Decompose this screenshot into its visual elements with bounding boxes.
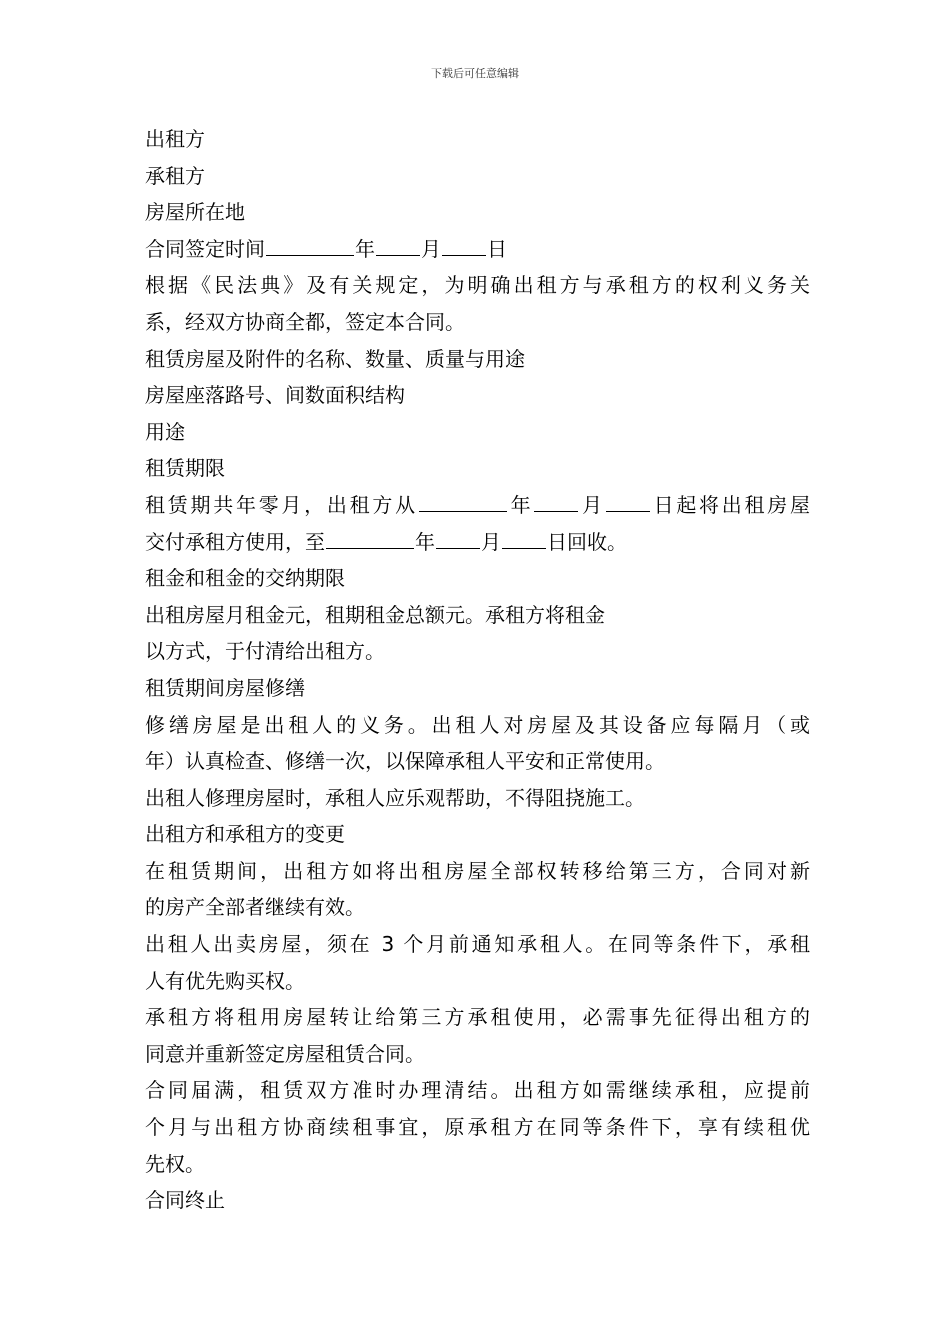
blank-day <box>606 493 650 512</box>
month-label: 月 <box>579 492 605 517</box>
paragraph-line: 出租人修理房屋时，承租人应乐观帮助，不得阻挠施工。 <box>145 785 645 810</box>
month-label: 月 <box>421 236 441 261</box>
paragraph-line: 出租人出卖房屋，须在 3 个月前通知承租人。在同等条件下，承租 <box>145 932 810 957</box>
year-label: 年 <box>415 529 435 554</box>
section-heading: 合同终止 <box>145 1188 225 1213</box>
day-label: 日 <box>487 236 507 261</box>
year-label: 年 <box>355 236 375 261</box>
paragraph-line: 系，经双方协商全都，签定本合同。 <box>145 309 465 334</box>
blank-month <box>436 530 480 549</box>
text-segment: 日回收。 <box>547 529 627 554</box>
blank-year <box>419 493 507 512</box>
paragraph-line: 在租赁期间，出租方如将出租房屋全部权转移给第三方，合同对新 <box>145 858 810 883</box>
paragraph-line: 出租房屋月租金元，租期租金总额元。承租方将租金 <box>145 602 605 627</box>
paragraph-line: 承租方将租用房屋转让给第三方承租使用，必需事先征得出租方的 <box>145 1005 810 1030</box>
paragraph-line: 根据《民法典》及有关规定，为明确出租方与承租方的权利义务关 <box>145 273 810 298</box>
blank-year <box>326 530 414 549</box>
paragraph-line: 先权。 <box>145 1151 205 1176</box>
blank-day <box>502 530 546 549</box>
paragraph-line: 同意并重新签定房屋租赁合同。 <box>145 1041 425 1066</box>
text-segment: 日起将出租房屋 <box>650 492 811 517</box>
property-location-line: 房屋所在地 <box>145 200 245 225</box>
month-label: 月 <box>481 529 501 554</box>
blank-month <box>376 237 420 256</box>
paragraph-line: 房屋座落路号、间数面积结构 <box>145 383 405 408</box>
lessor-line: 出租方 <box>145 127 205 151</box>
paragraph-line: 人有优先购买权。 <box>145 968 305 993</box>
text-segment: 租赁期共年零月，出租方从 <box>145 492 418 517</box>
page-header-note: 下载后可任意编辑 <box>431 67 519 80</box>
paragraph-line: 用途 <box>145 419 185 444</box>
blank-month <box>534 493 578 512</box>
lease-term-line <box>145 524 810 561</box>
blank-year <box>266 237 354 256</box>
section-heading: 出租方和承租方的变更 <box>145 822 345 847</box>
section-heading: 租赁期间房屋修缮 <box>145 675 305 700</box>
signing-date-line <box>145 231 810 268</box>
signing-date-label: 合同签定时间 <box>145 236 265 261</box>
section-heading: 租赁期限 <box>145 456 225 481</box>
section-heading: 租赁房屋及附件的名称、数量、质量与用途 <box>145 346 525 371</box>
section-heading: 租金和租金的交纳期限 <box>145 566 345 591</box>
paragraph-line: 年）认真检查、修缮一次，以保障承租人平安和正常使用。 <box>145 749 665 774</box>
paragraph-line: 修缮房屋是出租人的义务。出租人对房屋及其设备应每隔月（或 <box>145 712 810 737</box>
year-label: 年 <box>507 492 534 517</box>
blank-day <box>442 237 486 256</box>
paragraph-line: 个月与出租方协商续租事宜，原承租方在同等条件下，享有续租优 <box>145 1115 810 1140</box>
lessee-line: 承租方 <box>145 163 205 188</box>
lease-term-line <box>145 487 810 524</box>
text-segment: 交付承租方使用，至 <box>145 529 325 554</box>
paragraph-line: 的房产全部者继续有效。 <box>145 895 365 920</box>
paragraph-line: 以方式，于付清给出租方。 <box>145 639 385 664</box>
contract-body <box>145 121 810 1219</box>
paragraph-line: 合同届满，租赁双方准时办理清结。出租方如需继续承租，应提前 <box>145 1078 810 1103</box>
